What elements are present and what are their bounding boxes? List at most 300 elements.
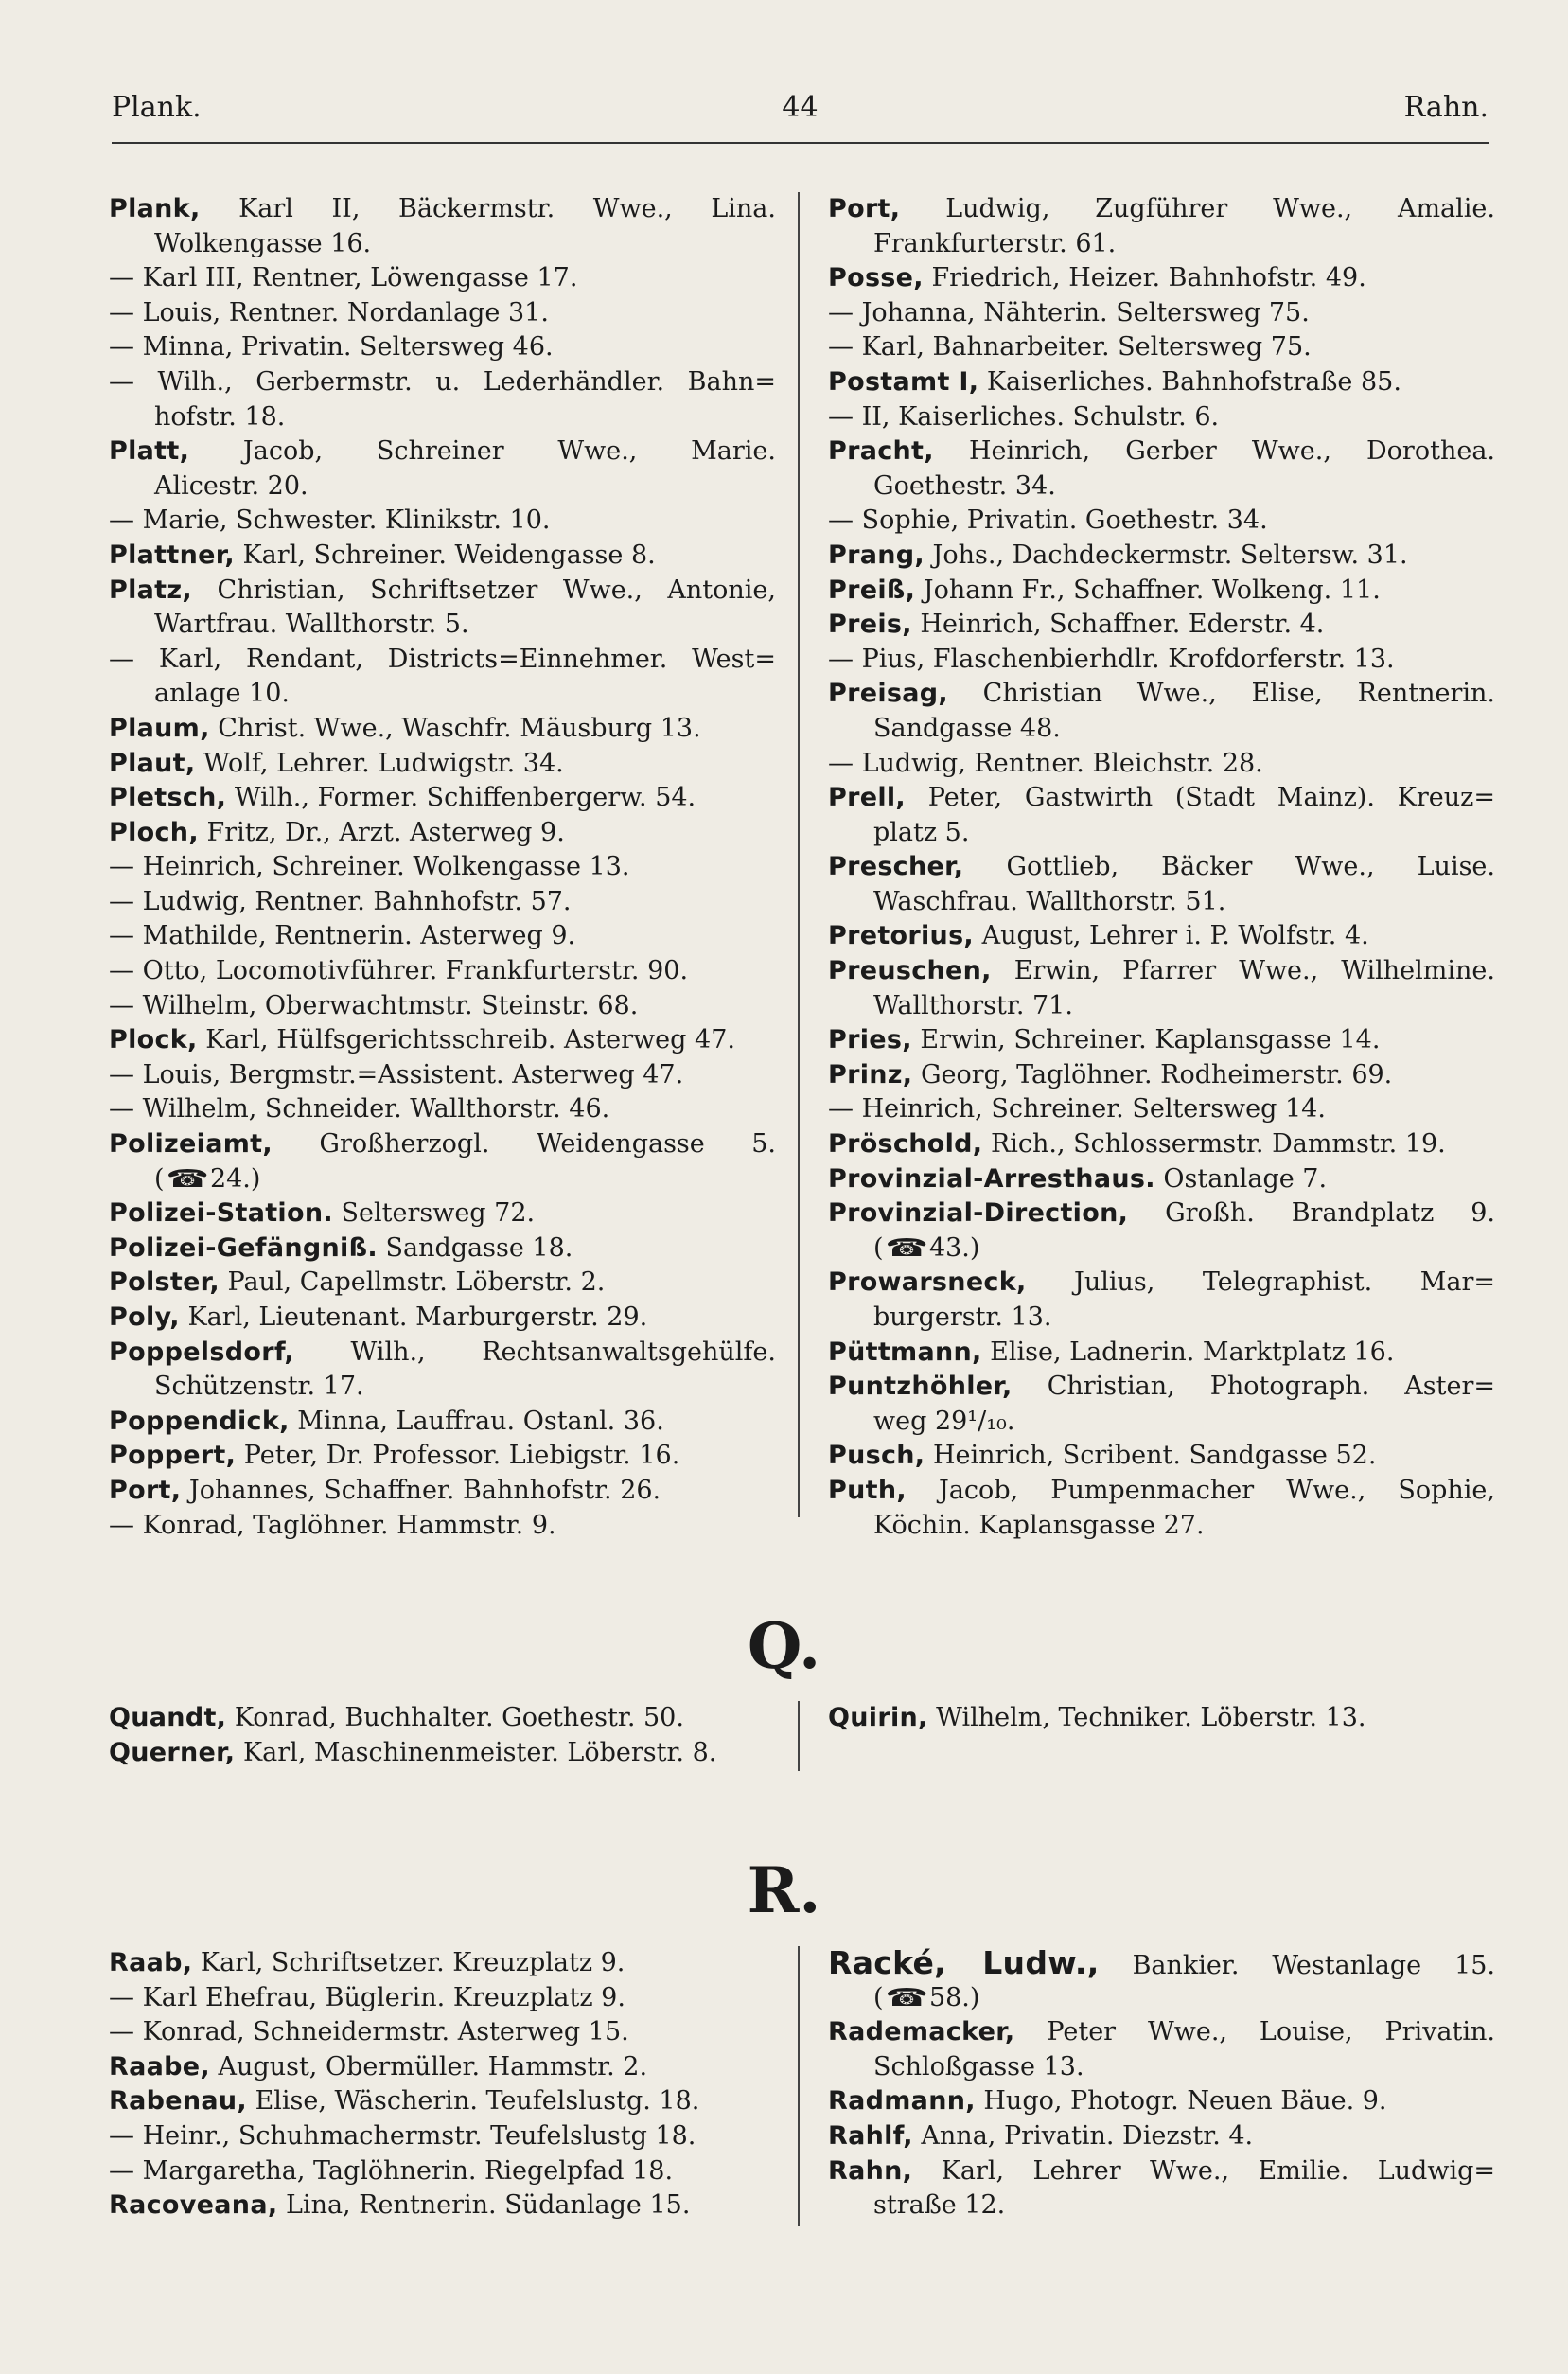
entry-text: — Wilh., Gerbermstr. u. Lederhändler. Bahn= [109, 366, 776, 397]
entry-first-line [109, 574, 776, 609]
directory-entry [109, 574, 776, 643]
directory-entry [109, 1231, 776, 1267]
directory-entry [109, 643, 776, 712]
entry-first-line [109, 816, 776, 851]
entry-surname: Rahn, [828, 2155, 913, 2186]
section-r [109, 1946, 1495, 2230]
entry-surname: Plock, [109, 1025, 198, 1055]
entry-text: Ludwig, Zugführer Wwe., Amalie. [945, 194, 1495, 223]
entry-first-line [828, 1701, 1495, 1736]
entry-first-line [828, 747, 1495, 782]
entry-surname: Pletsch, [109, 783, 227, 813]
telephone-paren: ( [873, 1232, 884, 1263]
entry-text: Johannes, Schaffner. Bahnhofstr. 26. [188, 1475, 661, 1505]
entry-surname: Prang, [828, 540, 925, 570]
entry-surname: Provinzial-Direction, [828, 1198, 1129, 1229]
entry-surname: Polizei-Gefängniß. [109, 1232, 378, 1263]
entry-first-line [828, 1162, 1495, 1197]
entry-first-line [109, 643, 776, 678]
entry-first-line [828, 2154, 1495, 2189]
entry-text: Karl, Maschinenmeister. Löberstr. 8. [242, 1737, 717, 1767]
directory-entry [109, 712, 776, 747]
directory-entry [828, 1370, 1495, 1439]
directory-entry [109, 504, 776, 539]
entry-text: Peter, Gastwirth (Stadt Mainz). Kreuz= [927, 783, 1495, 813]
entry-first-line [828, 1196, 1495, 1231]
entry-text: — Wilhelm, Schneider. Wallthorstr. 46. [109, 1094, 610, 1125]
directory-entry [828, 1023, 1495, 1058]
entry-text: Friedrich, Heizer. Bahnhofstr. 49. [931, 263, 1366, 293]
entry-first-line [109, 1127, 776, 1162]
entry-text: Frankfurterstr. 61. [873, 228, 1117, 258]
directory-entry [828, 1474, 1495, 1543]
directory-entry [828, 1266, 1495, 1335]
entry-surname: Poppelsdorf, [109, 1337, 294, 1367]
directory-entry [828, 2015, 1495, 2084]
directory-entry [109, 539, 776, 574]
entry-first-line [828, 330, 1495, 365]
entry-text: Bankier. Westanlage 15. [1132, 1951, 1495, 1980]
entry-first-line [109, 365, 776, 400]
entry-surname: Port, [109, 1475, 182, 1505]
entry-surname: Pröschold, [828, 1129, 983, 1160]
telephone-icon: ☎ [885, 1983, 928, 2012]
entry-text: — Heinr., Schuhmachermstr. Teufelslustg 18. [109, 2120, 696, 2151]
telephone-paren: ( [873, 1982, 884, 2012]
entry-first-line [828, 2084, 1495, 2119]
entry-text: Peter Wwe., Louise, Privatin. [1047, 2017, 1495, 2047]
entry-text: — Margaretha, Taglöhnerin. Riegelpfad 18. [109, 2155, 674, 2186]
entry-surname: Polster, [109, 1267, 220, 1298]
entry-first-line [109, 1266, 776, 1301]
entry-text: Christian, Photograph. Aster= [1047, 1372, 1495, 1402]
directory-entry [828, 574, 1495, 609]
directory-entry [109, 885, 776, 920]
page-number: 44 [782, 91, 819, 124]
entry-first-line [828, 1266, 1495, 1301]
section-p-left-column [109, 192, 776, 1543]
directory-entry [109, 1509, 776, 1544]
entry-text: Großherzogl. Weidengasse 5. [319, 1129, 776, 1160]
section-q-right-column [828, 1701, 1495, 1736]
entry-surname: Postamt I, [828, 366, 979, 397]
entry-first-line [828, 850, 1495, 885]
entry-continuation-line [828, 227, 1495, 262]
directory-entry [109, 919, 776, 954]
entry-first-line [109, 1509, 776, 1544]
entry-text: Elise, Wäscherin. Teufelslustg. 18. [255, 2086, 700, 2117]
entry-first-line [109, 1058, 776, 1093]
entry-surname: Polizeiamt, [109, 1129, 273, 1160]
entry-first-line [109, 1231, 776, 1267]
entry-first-line [828, 1058, 1495, 1093]
entry-surname: Plaum, [109, 713, 210, 743]
entry-first-line [109, 1736, 776, 1771]
directory-entry [109, 1336, 776, 1405]
entry-surname: Poppert, [109, 1441, 237, 1471]
entry-first-line [109, 192, 776, 227]
directory-entry [828, 365, 1495, 400]
entry-first-line [109, 1092, 776, 1127]
directory-entry [109, 1127, 776, 1196]
entry-text: Lina, Rentnerin. Südanlage 15. [286, 2190, 691, 2221]
entry-first-line [109, 1439, 776, 1474]
entry-text: Wilhelm, Techniker. Löberstr. 13. [936, 1703, 1366, 1732]
entry-first-line [109, 1946, 776, 1981]
entry-text: August, Obermüller. Hammstr. 2. [218, 2051, 648, 2082]
directory-entry [828, 1058, 1495, 1093]
entry-surname: Radmann, [828, 2086, 976, 2117]
entry-text: — Sophie, Privatin. Goethestr. 34. [828, 505, 1268, 536]
directory-entry [828, 677, 1495, 746]
entry-text: Christ. Wwe., Waschfr. Mäusburg 13. [218, 713, 701, 743]
entry-text: — Marie, Schwester. Klinikstr. 10. [109, 505, 551, 536]
section-p [109, 192, 1495, 1540]
directory-entry [109, 2050, 776, 2085]
entry-surname: Puntzhöhler, [828, 1372, 1013, 1402]
directory-entry [109, 1405, 776, 1440]
directory-entry [109, 2119, 776, 2154]
entry-text: Wolf, Lehrer. Ludwigstr. 34. [203, 748, 564, 778]
entry-text: Johann Fr., Schaffner. Wolkeng. 11. [923, 575, 1381, 605]
entry-text: — Ludwig, Rentner. Bleichstr. 28. [828, 748, 1263, 778]
entry-continuation-line [109, 227, 776, 262]
entry-text: — Heinrich, Schreiner. Seltersweg 14. [828, 1094, 1326, 1125]
entry-first-line [109, 330, 776, 365]
entry-surname: Preiß, [828, 575, 916, 605]
entry-continuation-line [109, 608, 776, 643]
entry-surname: Port, [828, 194, 901, 223]
directory-entry [828, 1092, 1495, 1127]
directory-entry [109, 747, 776, 782]
entry-text: 58.) [928, 1982, 980, 2012]
directory-entry [109, 1196, 776, 1231]
entry-text: 43.) [928, 1232, 980, 1263]
entry-text: Jacob, Schreiner Wwe., Marie. [242, 436, 776, 467]
entry-text: Schloßgasse 13. [873, 2051, 1084, 2082]
entry-text: August, Lehrer i. P. Wolfstr. 4. [981, 921, 1369, 951]
entry-text: — Heinrich, Schreiner. Wolkengasse 13. [109, 852, 630, 882]
directory-entry [109, 1092, 776, 1127]
entry-surname: Platt, [109, 436, 190, 467]
entry-continuation-line [109, 400, 776, 435]
entry-continuation-line [828, 1509, 1495, 1544]
directory-entry [828, 434, 1495, 504]
entry-first-line [109, 296, 776, 331]
letter-heading-q: Q. [747, 1609, 821, 1683]
entry-text: Karl II, Bäckermstr. Wwe., Lina. [238, 194, 776, 223]
telephone-icon: ☎ [166, 1164, 209, 1194]
entry-text: Wilh., Former. Schiffenbergerw. 54. [234, 783, 696, 813]
entry-continuation-line [828, 2188, 1495, 2223]
entry-text: Jacob, Pumpenmacher Wwe., Sophie, [939, 1475, 1495, 1505]
directory-entry [828, 1127, 1495, 1162]
entry-continuation-line [109, 1162, 776, 1197]
entry-first-line [109, 434, 776, 469]
entry-text: Heinrich, Scribent. Sandgasse 52. [932, 1441, 1377, 1471]
directory-entry [109, 2015, 776, 2050]
entry-first-line [828, 1474, 1495, 1509]
entry-text: Wartfrau. Wallthorstr. 5. [154, 610, 469, 640]
entry-first-line [828, 1946, 1495, 1981]
entry-surname: Plank, [109, 194, 201, 223]
entry-text: Wallthorstr. 71. [873, 990, 1073, 1020]
entry-continuation-line [828, 469, 1495, 505]
entry-first-line [828, 1439, 1495, 1474]
entry-surname: Pries, [828, 1025, 912, 1055]
entry-first-line [828, 574, 1495, 609]
entry-text: — Louis, Bergmstr.=Assistent. Asterweg 47. [109, 1059, 684, 1090]
section-q-left-column [109, 1701, 776, 1770]
entry-text: — Konrad, Taglöhner. Hammstr. 9. [109, 1510, 556, 1540]
entry-text: Georg, Taglöhner. Rodheimerstr. 69. [920, 1059, 1393, 1090]
entry-surname: Raab, [109, 1948, 193, 1977]
entry-text: 24.) [209, 1163, 261, 1194]
entry-first-line [828, 504, 1495, 539]
entry-text: Hugo, Photogr. Neuen Bäue. 9. [983, 2086, 1387, 2117]
entry-continuation-line [828, 989, 1495, 1024]
entry-surname: Ploch, [109, 817, 199, 847]
entry-surname: Poly, [109, 1302, 180, 1332]
entry-continuation-line [828, 1231, 1495, 1267]
directory-entry [828, 1701, 1495, 1736]
entry-first-line [109, 2154, 776, 2189]
directory-entry [109, 1301, 776, 1336]
page-header [112, 91, 1489, 138]
entry-first-line [828, 677, 1495, 712]
entry-first-line [109, 2119, 776, 2154]
entry-surname: Platz, [109, 575, 192, 605]
entry-continuation-line [109, 1370, 776, 1405]
entry-text: Schützenstr. 17. [154, 1372, 364, 1402]
entry-text: Christian, Schriftsetzer Wwe., Antonie, [217, 575, 776, 605]
entry-first-line [109, 1981, 776, 2016]
entry-text: Karl, Lieutenant. Marburgerstr. 29. [187, 1302, 648, 1332]
entry-surname: Plattner, [109, 540, 235, 570]
entry-text: anlage 10. [154, 679, 291, 709]
directory-entry [828, 1439, 1495, 1474]
entry-text: straße 12. [873, 2190, 1006, 2221]
entry-first-line [109, 504, 776, 539]
entry-first-line [828, 954, 1495, 989]
telephone-paren: ( [154, 1163, 165, 1194]
directory-entry [828, 954, 1495, 1023]
directory-entry [109, 1946, 776, 1981]
entry-surname: Pretorius, [828, 921, 974, 951]
entry-text: — Ludwig, Rentner. Bahnhofstr. 57. [109, 886, 572, 916]
entry-continuation-line [828, 712, 1495, 747]
entry-text: Großh. Brandplatz 9. [1165, 1198, 1495, 1229]
entry-text: — Wilhelm, Oberwachtmstr. Steinstr. 68. [109, 990, 639, 1020]
entry-surname: Püttmann, [828, 1337, 982, 1367]
column-divider [798, 1701, 800, 1771]
directory-entry [828, 330, 1495, 365]
entry-text: Elise, Ladnerin. Marktplatz 16. [990, 1337, 1395, 1367]
entry-first-line [828, 781, 1495, 816]
directory-entry [109, 954, 776, 989]
entry-text: — Otto, Locomotivführer. Frankfurterstr. 90. [109, 956, 689, 986]
entry-surname: Prinz, [828, 1059, 913, 1090]
entry-first-line [109, 2050, 776, 2085]
entry-first-line [828, 2119, 1495, 2154]
entry-surname: Prowarsneck, [828, 1267, 1027, 1298]
entry-first-line [109, 1405, 776, 1440]
entry-text: Karl, Hülfsgerichtsschreib. Asterweg 47. [205, 1025, 735, 1055]
directory-entry [109, 330, 776, 365]
directory-entry [828, 504, 1495, 539]
entry-surname: Rabenau, [109, 2086, 247, 2117]
entry-first-line [109, 1301, 776, 1336]
entry-surname: Polizei-Station. [109, 1198, 333, 1229]
directory-entry [109, 850, 776, 885]
entry-surname: Pusch, [828, 1441, 925, 1471]
entry-first-line [828, 1127, 1495, 1162]
entry-surname: Querner, [109, 1737, 236, 1767]
entry-surname: Preuschen, [828, 956, 992, 986]
directory-entry [109, 1439, 776, 1474]
entry-text: Minna, Lauffrau. Ostanl. 36. [297, 1406, 664, 1436]
entry-text: — Minna, Privatin. Seltersweg 46. [109, 332, 554, 363]
entry-text: Köchin. Kaplansgasse 27. [873, 1510, 1205, 1540]
entry-first-line [109, 781, 776, 816]
entry-text: Goethestr. 34. [873, 470, 1056, 501]
column-divider [798, 192, 800, 1517]
letter-heading-r: R. [747, 1853, 821, 1927]
directory-entry [828, 747, 1495, 782]
entry-text: — Louis, Rentner. Nordanlage 31. [109, 297, 549, 328]
entry-text: hofstr. 18. [154, 401, 286, 432]
directory-entry [828, 2084, 1495, 2119]
entry-text: Gottlieb, Bäcker Wwe., Luise. [1006, 852, 1495, 882]
directory-entry [109, 1023, 776, 1058]
entry-first-line [109, 261, 776, 296]
directory-entry [109, 434, 776, 504]
entry-first-line [109, 1196, 776, 1231]
entry-text: Anna, Privatin. Diezstr. 4. [921, 2120, 1254, 2151]
entry-text: — Karl III, Rentner, Löwengasse 17. [109, 263, 578, 293]
entry-text: Fritz, Dr., Arzt. Asterweg 9. [206, 817, 565, 847]
entry-first-line [109, 2084, 776, 2119]
entry-first-line [828, 296, 1495, 331]
entry-surname: Quandt, [109, 1703, 227, 1732]
entry-continuation-line [828, 816, 1495, 851]
entry-text: Julius, Telegraphist. Mar= [1074, 1267, 1495, 1298]
entry-surname: Poppendick, [109, 1406, 290, 1436]
entry-text: Sandgasse 48. [873, 713, 1061, 743]
entry-first-line [828, 261, 1495, 296]
entry-text: Wilh., Rechtsanwaltsgehülfe. [350, 1337, 776, 1367]
entry-continuation-line [109, 469, 776, 505]
directory-entry [109, 261, 776, 296]
entry-surname: Quirin, [828, 1703, 928, 1732]
entry-text: Johs., Dachdeckermstr. Seltersw. 31. [932, 540, 1408, 570]
directory-entry [109, 1474, 776, 1509]
directory-entry [109, 365, 776, 434]
entry-surname: Raabe, [109, 2051, 210, 2082]
entry-surname: Provinzial-Arresthaus. [828, 1163, 1155, 1194]
entry-text: Ostanlage 7. [1163, 1163, 1328, 1194]
directory-entry [109, 1266, 776, 1301]
entry-surname: Preisag, [828, 679, 948, 709]
entry-surname: Racoveana, [109, 2190, 278, 2221]
entry-first-line [828, 608, 1495, 643]
directory-entry [828, 1946, 1495, 2015]
entry-first-line [109, 1701, 776, 1736]
directory-entry [109, 296, 776, 331]
entry-continuation-line [828, 1405, 1495, 1440]
entry-surname: Rahlf, [828, 2120, 913, 2151]
entry-surname: Racké, Ludw., [828, 1946, 1100, 1981]
entry-first-line [828, 2015, 1495, 2050]
entry-text: Konrad, Buchhalter. Goethestr. 50. [234, 1703, 684, 1732]
header-rule [112, 142, 1489, 144]
directory-entry [828, 2119, 1495, 2154]
entry-first-line [828, 643, 1495, 678]
directory-entry [828, 192, 1495, 261]
entry-first-line [109, 1336, 776, 1371]
entry-text: Karl, Lehrer Wwe., Emilie. Ludwig= [941, 2155, 1495, 2186]
directory-entry [109, 2084, 776, 2119]
entry-text: Christian Wwe., Elise, Rentnerin. [982, 679, 1495, 709]
entry-surname: Pracht, [828, 436, 934, 467]
entry-first-line [109, 1474, 776, 1509]
entry-continuation-line [828, 885, 1495, 920]
entry-text: weg 29¹/₁₀. [873, 1406, 1015, 1436]
directory-entry [109, 2154, 776, 2189]
entry-surname: Puth, [828, 1475, 907, 1505]
entry-text: Heinrich, Schaffner. Ederstr. 4. [920, 610, 1325, 640]
entry-text: Sandgasse 18. [385, 1232, 573, 1263]
entry-text: — II, Kaiserliches. Schulstr. 6. [828, 401, 1220, 432]
telephone-icon: ☎ [885, 1233, 928, 1263]
entry-first-line [828, 192, 1495, 227]
entry-text: Paul, Capellmstr. Löberstr. 2. [227, 1267, 606, 1298]
entry-first-line [828, 539, 1495, 574]
directory-entry [828, 1196, 1495, 1266]
entry-text: Karl, Schreiner. Weidengasse 8. [242, 540, 656, 570]
directory-entry [828, 608, 1495, 643]
section-p-right-column [828, 192, 1495, 1543]
directory-entry [828, 539, 1495, 574]
header-left-keyword: Plank. [112, 91, 202, 124]
entry-first-line [109, 747, 776, 782]
entry-text: — Karl, Bahnarbeiter. Seltersweg 75. [828, 332, 1312, 363]
directory-entry [828, 643, 1495, 678]
entry-continuation-line [109, 677, 776, 712]
entry-text: Wolkengasse 16. [154, 228, 372, 258]
entry-text: — Karl, Rendant, Districts=Einnehmer. West= [109, 644, 776, 674]
entry-text: Peter, Dr. Professor. Liebigstr. 16. [243, 1441, 680, 1471]
entry-first-line [828, 1023, 1495, 1058]
entry-first-line [109, 2188, 776, 2223]
entry-first-line [109, 954, 776, 989]
directory-entry [109, 816, 776, 851]
section-r-left-column [109, 1946, 776, 2223]
directory-entry [828, 1162, 1495, 1197]
entry-first-line [828, 919, 1495, 954]
entry-text: burgerstr. 13. [873, 1302, 1052, 1332]
entry-first-line [109, 712, 776, 747]
entry-surname: Prescher, [828, 852, 964, 882]
entry-text: — Konrad, Schneidermstr. Asterweg 15. [109, 2017, 629, 2047]
entry-surname: Prell, [828, 783, 906, 813]
directory-entry [828, 850, 1495, 919]
entry-first-line [109, 2015, 776, 2050]
directory-entry [109, 1736, 776, 1771]
entry-first-line [109, 539, 776, 574]
directory-entry [109, 1701, 776, 1736]
directory-entry [828, 1336, 1495, 1371]
